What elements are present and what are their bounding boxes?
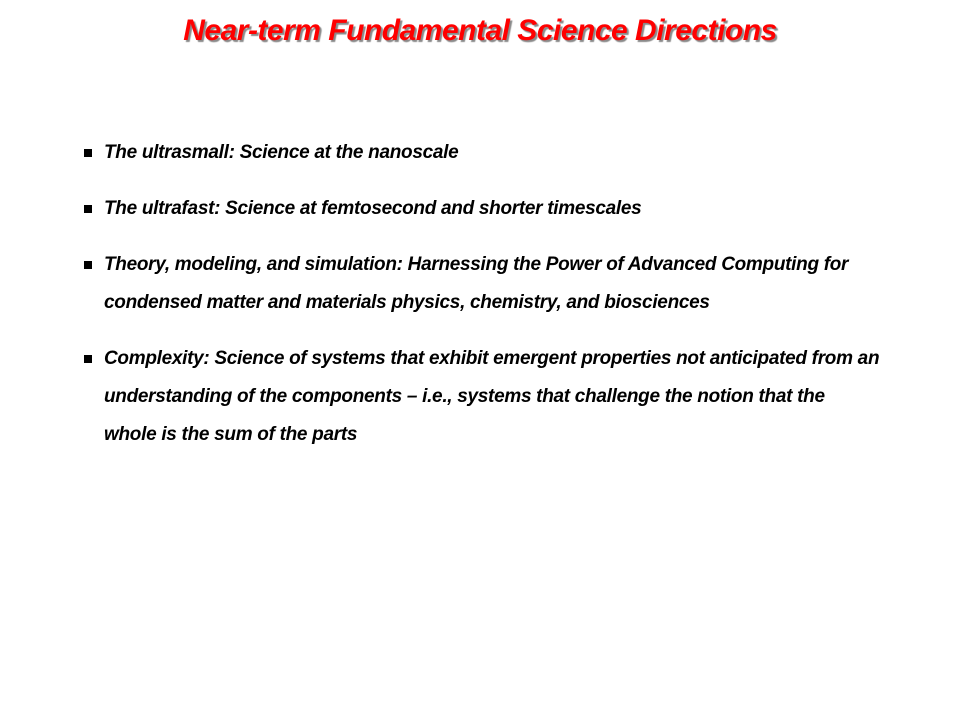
bullet-text: The ultrasmall: Science at the nanoscale bbox=[104, 142, 459, 163]
bullet-text: Theory, modeling, and simulation: Harnessing the Power of Advanced Computing for condensed matter and materials physics, chemistry, and biosciences bbox=[104, 254, 849, 313]
square-bullet-icon bbox=[84, 261, 92, 269]
bullet-item bbox=[80, 134, 880, 172]
bullet-item bbox=[80, 340, 880, 454]
bullet-text: Complexity: Science of systems that exhibit emergent properties not anticipated from an understanding of the components – i.e., systems that challenge the notion that the whole is the sum of the parts bbox=[104, 348, 880, 445]
bullet-list bbox=[80, 134, 880, 472]
slide-title: Near-term Fundamental Science Directions bbox=[183, 14, 777, 47]
square-bullet-icon bbox=[84, 149, 92, 157]
bullet-item bbox=[80, 246, 880, 322]
bullet-text: The ultrafast: Science at femtosecond and shorter timescales bbox=[104, 198, 642, 219]
square-bullet-icon bbox=[84, 355, 92, 363]
square-bullet-icon bbox=[84, 205, 92, 213]
bullet-item bbox=[80, 190, 880, 228]
